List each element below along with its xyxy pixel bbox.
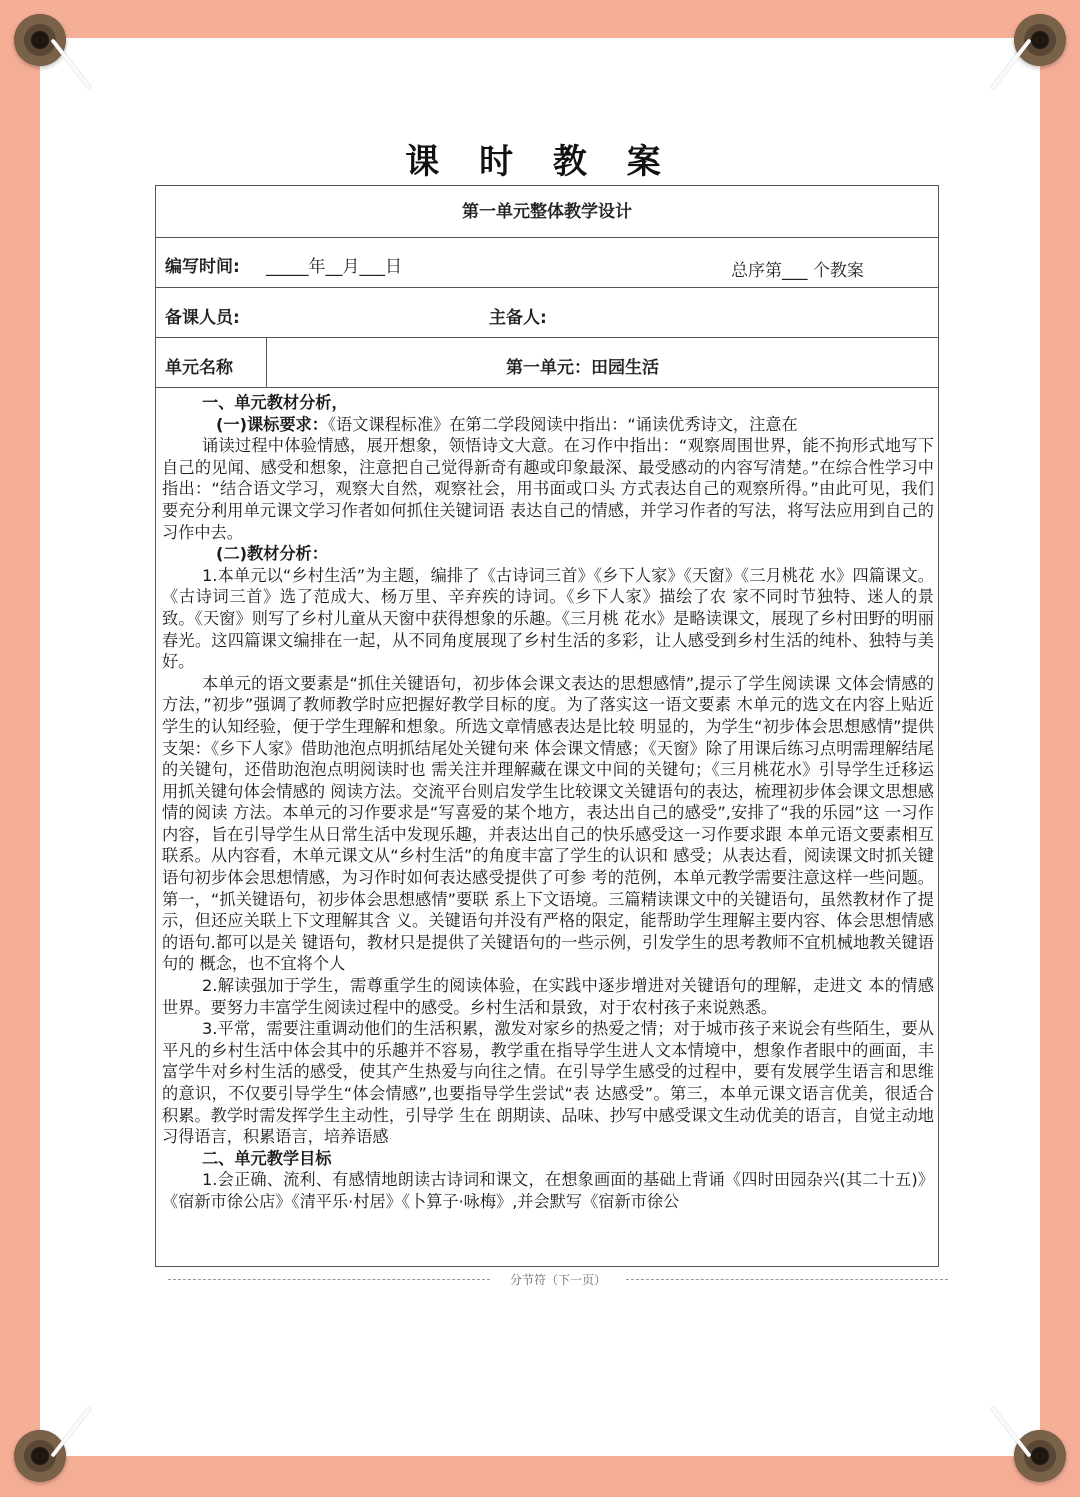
section-heading: 一、单元教材分析， bbox=[202, 393, 348, 412]
lesson-plan-form bbox=[155, 185, 939, 1267]
date-field: _____年__月___日 bbox=[266, 257, 402, 277]
unit-name-value: 第一单元：田园生活 bbox=[506, 358, 659, 378]
total-order-field: 总序第___ 个教案 bbox=[731, 261, 864, 281]
paragraph: 1.会正确、流利、有感情地朗读古诗词和课文，在想象画面的基础上背诵《四时田园杂兴(其二十五)》《宿新市徐公店》《清平乐·村居》《卜算子·咏梅》,并会默写《宿新市徐公 bbox=[162, 1170, 934, 1211]
preparers-label: 备课人员: bbox=[165, 308, 240, 328]
paragraph-text: 《语文课程标准》在第二学段阅读中指出：“诵读优秀诗文，注意在 bbox=[327, 414, 798, 434]
eyelet-icon bbox=[14, 1430, 66, 1482]
design-title: 第一单元整体教学设计 bbox=[462, 202, 632, 222]
write-time-row bbox=[156, 238, 938, 288]
analysis-text bbox=[156, 388, 938, 1270]
preparers-row bbox=[156, 288, 938, 338]
paragraph bbox=[162, 414, 934, 436]
section-heading: 二、单元教学目标 bbox=[202, 1148, 332, 1168]
section-break bbox=[168, 1271, 948, 1289]
subheading: (二)教材分析： bbox=[216, 544, 328, 564]
page-title: 课 时 教 案 bbox=[405, 142, 675, 182]
section-break-label: 分节符（下一页） bbox=[509, 1273, 606, 1287]
paragraph: 1.本单元以“乡村生活”为主题，编排了《古诗词三首》《乡下人家》《天窗》《三月桃花 水》四篇课文。《古诗词三首》选了范成大、杨万里、辛弃疾的诗词。《乡下人家》描绘了农 家不同时节独特、迷人的景致。《天窗》则写了乡村儿童从天窗中获得想象的乐趣。《三月桃 花水》是略读课文，展现了乡村田野的明丽春光。这四篇课文编排在一起，从不同角度展现了乡村生活的多彩，让人感受到乡村生活的纯朴、独特与美好。 bbox=[162, 565, 934, 672]
paragraph: 2.解读强加于学生，需尊重学生的阅读体验，在实践中逐步增进对关键语句的理解，走进文 本的情感世界。要努力丰富学生阅读过程中的感受。乡村生活和景致，对于农村孩子来说熟悉。 bbox=[162, 976, 934, 1017]
divider bbox=[168, 1279, 490, 1280]
eyelet-icon bbox=[14, 14, 66, 66]
unit-name-label: 单元名称 bbox=[165, 358, 233, 378]
lead-preparer-label: 主备人: bbox=[489, 308, 547, 328]
cell-divider bbox=[266, 338, 267, 387]
paragraph: 诵读过程中体验情感，展开想象，领悟诗文大意。在习作中指出：“观察周围世界，能不拘形式地写下自己的见闻、感受和想象，注意把自己觉得新奇有趣或印象最深、最受感动的内容写清楚。”在综合性学习中指出：“结合语文学习，观察大自然，观察社会，用书面或口头 方式表达自己的观察所得。”由此可见，我们要充分利用单元课文学习作者如何抓住关键词语 表达自己的情感，并学习作者的写法，将写法应用到自己的习作中去。 bbox=[162, 436, 934, 542]
eyelet-icon bbox=[1014, 14, 1066, 66]
divider bbox=[626, 1279, 948, 1280]
write-time-label: 编写时间: bbox=[165, 257, 240, 277]
subheading: (一)课标要求： bbox=[216, 414, 328, 434]
paragraph: 本单元的语文要素是“抓住关键语句，初步体会课文表达的思想感情”,提示了学生阅读课 文体会情感的方法，”初步”强调了教师教学时应把握好教学目标的度。为了落实这一语文要素 木单元的选文在内容上贴近学生的认知经验，便于学生理解和想象。所选文章情感表达是比较 明显的，为学生“初步体会思想感情”提供支架：《乡下人家》借助池泡点明抓结尾处关键句来 体会课文情感；《天窗》除了用课后练习点明需理解结尾的关键句，还借助泡泡点明阅读时也 需关注并理解藏在课文中间的关键句；《三月桃花水》引导学生迁移运用抓关键句体会情感的 阅读方法。交流平台则启发学生比较课文关键语句的表达，梳理初步体会课文思想感情的阅读 方法。本单元的习作要求是“写喜爱的某个地方，表达出自己的感受”,安排了“我的乐园”这 一习作内容，旨在引导学生从日常生活中发现乐趣，并表达出自己的快乐感受这一习作要求跟 本单元语文要素相互联系。从内容看，木单元课文从“乡村生活”的角度丰富了学生的认识和 感受；从表达看，阅读课文时抓关键语句初步体会思想情感，为习作时如何表达感受提供了可参 考的范例，本单元教学需要注意这样一些问题。第一，“抓关键语句，初步体会思想感情”要联 系上下文语境。三篇精读课文中的关键语句，虽然教材作了提示，但还应关联上下文理解其含 义。关键语句并没有严格的限定，能帮助学生理解主要内容、体会思想情感的语句.都可以是关 键语句，教材只是提供了关键语句的一些示例，引发学生的思考教师不宜机械地教关键语句的 概念，也不宜将个人 bbox=[162, 673, 934, 974]
design-title-row bbox=[156, 186, 938, 238]
paragraph: 3.平常，需要注重调动他们的生活积累，激发对家乡的热爱之情；对于城市孩子来说会有些陌生，要从平凡的乡村生活中体会其中的乐趣并不容易，教学重在指导学生进人文本情境中，想象作者眼中的画面，丰富学牛对乡村生活的感受，使其产生热爱与向往之情。在引导学生感受的过程中，要有发展学生语言和思维的意识，不仅要引导学生“体会情感”,也要指导学生尝试“表 达感受”。第三，本单元课文语言优美，很适合积累。教学时需发挥学生主动性，引导学 生在 朗期读、品味、抄写中感受课文生动优美的语言，自觉主动地习得语言，积累语言，培养语感 bbox=[162, 1019, 934, 1147]
eyelet-icon bbox=[1014, 1430, 1066, 1482]
unit-name-row bbox=[156, 338, 938, 388]
